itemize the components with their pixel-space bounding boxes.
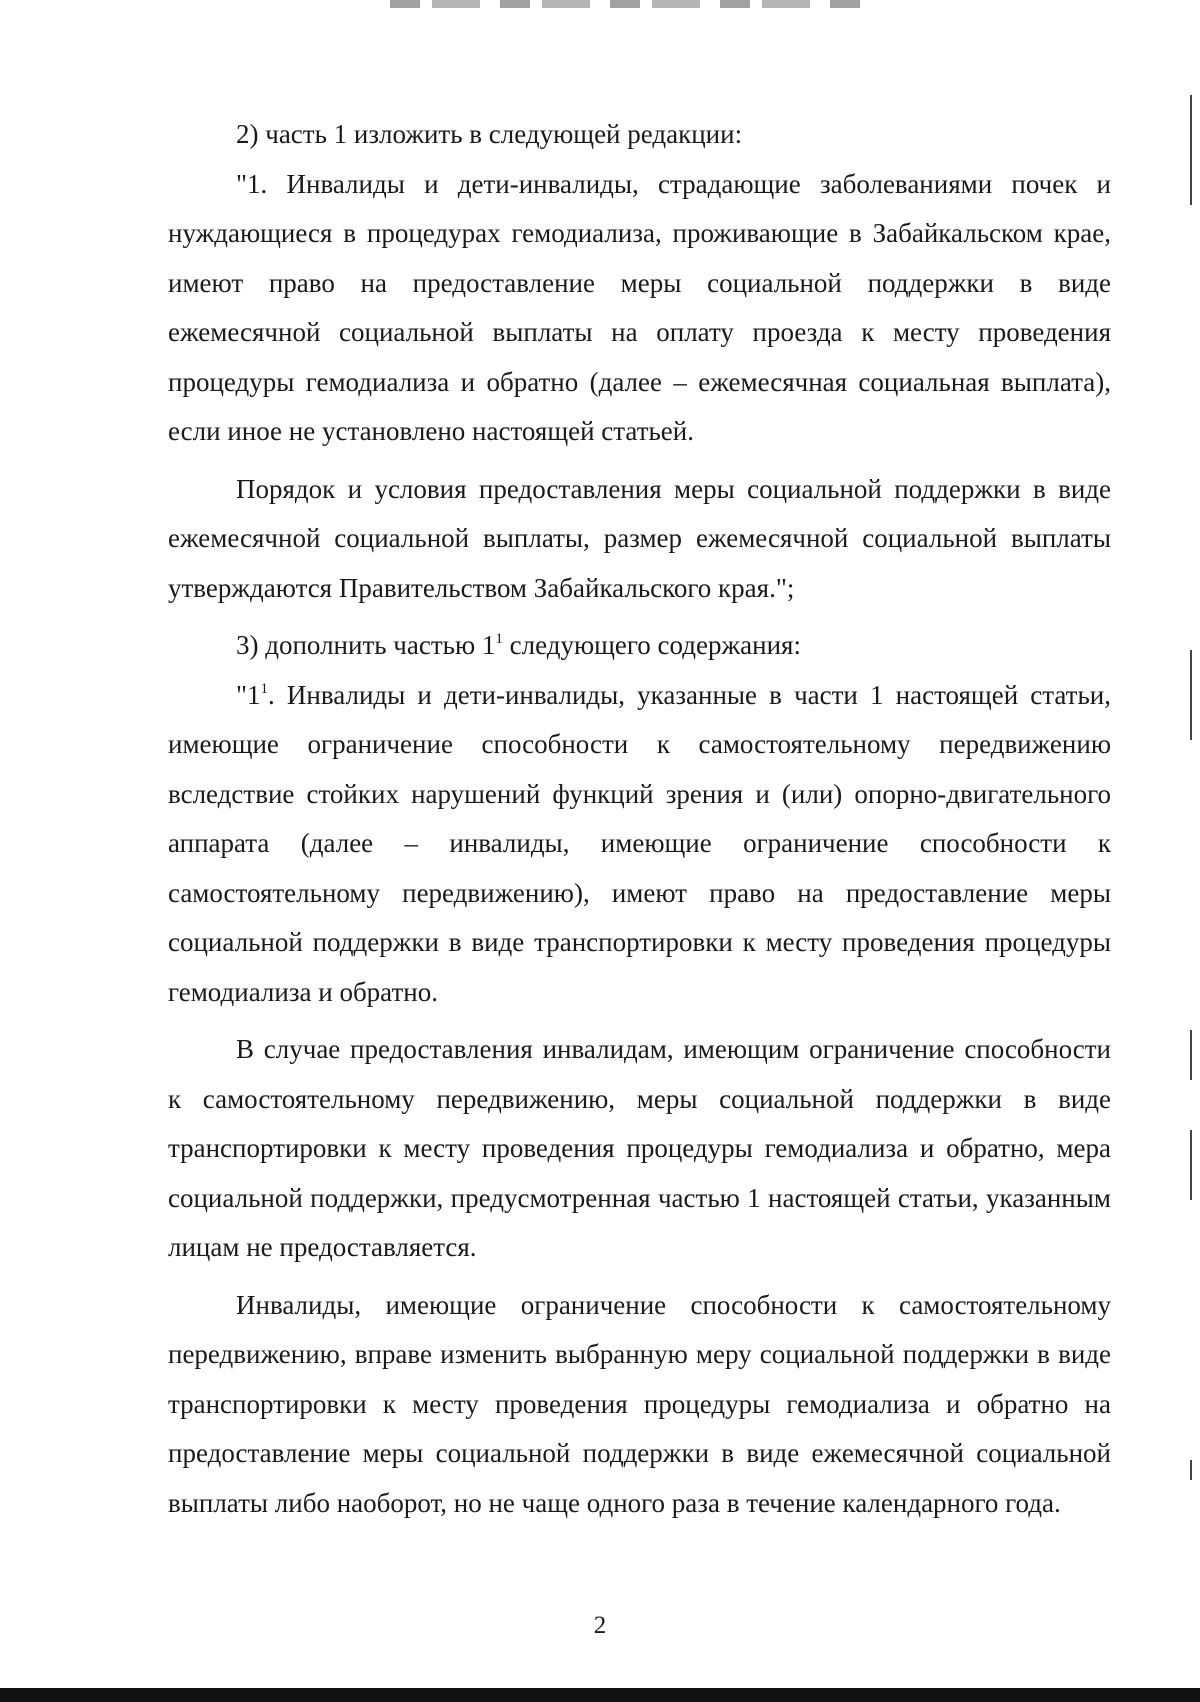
paragraph: Инвалиды, имеющие ограничение способности к самостоятельному передвижению, вправе изменить выбранную меру социальной поддержки в виде транспортировки к месту проведения процедуры гемодиализа и обратно на предоставление меры социальной поддержки в виде ежемесячной социальной выплаты либо наоборот, но не чаще одного раза в течение календарного года. (168, 1289, 1111, 1518)
paragraph: В случае предоставления инвалидам, имеющим ограничение способности к самостоятельному передвижению, меры социальной поддержки в виде транспортировки к месту проведения процедуры гемодиализа и обратно, мера социальной поддержки, предусмотренная частью 1 настоящей статьи, указанным лицам не предоставляется. (168, 1034, 1111, 1262)
scan-edge-line (1190, 650, 1192, 740)
document-page (168, 110, 1111, 1528)
scan-edge-line (1190, 1130, 1192, 1200)
paragraph (168, 621, 1111, 671)
paragraph: Порядок и условия предоставления меры социальной поддержки в виде ежемесячной социальной выплаты, размер ежемесячной социальной выплаты утверждаются Правительством Забайкальского края."; (168, 473, 1111, 603)
scan-artifact-top (390, 0, 870, 8)
superscript: 1 (260, 680, 269, 697)
paragraph-text: . Инвалиды и дети-инвалиды, указанные в части 1 настоящей статьи, имеющие ограничение способности к самостоятельному передвижению вследствие стойких нарушений функций зрения и (или) опорно-двигательного аппарата (далее – инвалиды, имеющие ограничение способности к самостоятельному передвижению), имеют право на предоставление меры социальной поддержки в виде транспортировки к месту проведения процедуры гемодиализа и обратно. (168, 679, 1111, 1007)
paragraph-text: "1 (236, 679, 261, 710)
paragraph-text: 3) дополнить частью 1 (236, 630, 496, 660)
scan-edge-line (1190, 1460, 1192, 1480)
paragraph-text: следующего содержания: (502, 630, 801, 660)
scan-edge-line (1190, 1030, 1192, 1080)
superscript: 1 (495, 631, 503, 647)
paragraph: 2) часть 1 изложить в следующей редакции: (236, 119, 743, 149)
page-number: 2 (593, 1612, 607, 1639)
paragraph: "1. Инвалиды и дети-инвалиды, страдающие заболеваниями почек и нуждающиеся в процедурах гемодиализа, проживающие в Забайкальском крае, имеют право на предоставление меры социальной поддержки в виде ежемесячной социальной выплаты на оплату проезда к месту проведения процедуры гемодиализа и обратно (далее – ежемесячная социальная выплата), если иное не установлено настоящей статьей. (168, 168, 1111, 446)
scan-artifact-bottom (0, 1688, 1200, 1702)
paragraph (168, 671, 1111, 1018)
scan-edge-line (1190, 95, 1192, 205)
